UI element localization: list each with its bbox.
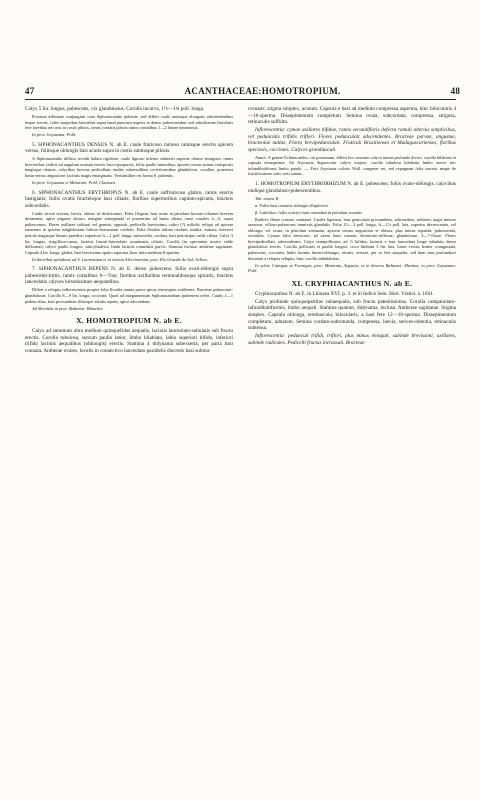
species-6-heading: 6. SIPHONACANTHUS ERYTHROPUS N. ab E. caule suffruticoso glabro, ramis erectis fastigiatis; foliis ovatis bracteisque basi ciliatis; floribus superioribus capitato-spicatis, bracteis subcordatis. xyxy=(25,189,233,209)
genus-xi-inflorescence: Inflorescentia: pedunculi trifidi, triflori, plus minus elongati, subinde brevissimi, axillares, subinde radicales. Pedicelli fructus incrassati. Bracteae xyxy=(248,333,456,346)
calyx-paragraph: Calyx 5 lin. longus, pubescens, vix glandulosus. Corolla incurva, 1½—1¾ poll. longa. xyxy=(25,106,205,112)
left-column xyxy=(25,106,233,356)
homotropium-1-heading: 1. HOMOTROPIUM ERYTHRORHIZUM N. ab E. pubescens; foliis ovato-oblongis, calycibus undique glanduloso-pubescentibus. xyxy=(248,181,456,194)
header-rule xyxy=(25,99,456,100)
locality-note: In prov. Goyazana: Pohl. xyxy=(32,132,77,138)
species-6-locality: In littoribus paludosis ad S. Laurentium et in vicinia Alecrimorum, prov. Rio Grande do Sul: Sellow. xyxy=(32,256,208,262)
genus-xi-heading: XI. CRYPHIACANTHUS N. ab E. xyxy=(291,278,413,288)
species-5-locality: In prov. Goyazana et Minarum: Pohl, Claussen. xyxy=(32,180,117,186)
species-6-description: Caulis stricte erectus, laevis, obtuse tri-dichotomus. Folia Origani, basi acute in petiolum hirsuto-ciliatum brevem desinentia, apice anguste obtuso, margine subrepanda et praesertim ad basin ciliata, rami costales 4—5, supra pubescentes. Flores axillares solitarii vel gemini, oppositi, pedicello brevissimo, rubro (?) suffulti; reliqui ad apicem ramorum in spicam subglobosam folioso-bracteatam conferti. Folia floralia infima caulinis similia, minora, breviori petiolo magisque hirsuto praedita; superiora ¾—1 poll. longa, subsessilia, cordata, basi petioloque valde ciliata. Calyx 3 lin. longus, strigilloso-canus, laciniis lineari-lanceolatis acuminatis ciliatis. Corolla (in specimine nostro valde defloratas) calyce paullo longior, subcylindrica, limbi laciniis rotundatis parvis. Stamina inclusa; antherae sagittatae. Capsula 4 lin. longa, glabra, basi brevissimo spatio asperma, hinc infra medium 6-sperma. xyxy=(25,210,233,255)
variety-beta: β. Latifolius: foliis ovatis e basi rotundata in petiolum acutatis. xyxy=(255,209,363,215)
right-running-title: HOMOTROPIUM. xyxy=(261,86,341,96)
species-7-locality: Ad Moritiba in prov. Bahiensi: Blanchet. xyxy=(32,305,104,311)
two-column-body xyxy=(25,106,456,356)
homotropium-1-description: Radices fibrae crassae, miniatae. Caules lignosus, basi geniculata procumbens, adscendens, subteres, angis minore ramosus, villoso-pubescens immixtis glandulis. Folia 1½—3 poll. longa, ¾—1½ poll. lata, superius decrescentia, vel oblonga, vel ovata, in petiolum attenuata, apicem versus angustiora et obtusa, plus minus repanda, pubescentia, viscidula. Cymae folio breviores, ad axem latus crassae, divaricato-reflexae, glandulosae, 3—7-florae. Flores brevipedicellati, adscendentes. Calyx semipollicaris, ad ⅓ bifidus, laciniis e basi lanceolata longe subulatis dense glandulosis erectis. Corolla pollicaris et paullo longior, circa limbum 3 lin. lata, basin versus leniter coangustata, pubescens, coccinea, limbi laciniis lineari-oblongis, retusis, erectae, per se fere aequales, sed dum sinu profundiori discretae a reliquis reliquis; hinc corolla subbilabiata. xyxy=(248,216,456,261)
homotropium-1-locality: In sylvis Catingas at Formigas, prov. Minarum, Augusto; et in deserto Bahiensi: Martius; in prov. Goyazana: Pohl. xyxy=(248,262,456,274)
species-5-description: A Siphonacantho diffuso recedit habitu rigidiore, caule lignoso inferne subtereti superne obtuse tetragono, ramis brevioribus crebris ad angulum acutum erectis fusco-purpureis, foliis paullo minoribus, apicem versus minus conspicuis magisque obtusis, calycibus brevius pedicellatis multis subsessilibus reviviformibus glandulosis, corollae, praeterea basin versus angustiore, laciniis magis emarginatis. Verisimiliter est forma S. pubentis. xyxy=(25,156,233,179)
plate-reference: Tab. nostra II. xyxy=(255,195,280,201)
annotation-paragraph: Annot. A genere Echinacantho, cui proximum, differt hoc nostrum calyce minus profunde diviso, corolla bilabiata et capsula tetrasperma. Ab Asystasia dignoscitur calyce majore, corolla tubulosa bilabiata limbo erecto nec infundibuliformi limbo patulo. — Fors Asystasia coloris Wall. congener est, sed repugnant folia serrata, neque de fructificatione satis certi sumus. xyxy=(248,154,456,177)
left-page-number: 47 xyxy=(25,86,35,96)
genus-x-heading: X. HOMOTROPIUM N. ab E. xyxy=(76,316,182,326)
left-running-title: ACANTHACEAE: xyxy=(184,86,262,96)
running-header xyxy=(25,86,461,96)
genus-xi-description: Calyx profunde quinquepartitus subaequalis, sub fructu patentissimus. Corolla campanulato-infundibuliformis, limbo aequali. Stamina quatuor, didynama, inclusa. Antherae sagittatae. Stigma simplex. Capsula oblonga, teretiuscula, bilocularis, a basi fere 12—16-sperma. Dissepimentum completum, adnatum. Semina cordato-subrotunda, compressa, laevia, sericeo-nitentia, retinaculis subtensa. xyxy=(248,298,456,332)
variety-alpha: α. Foliis basi cuneatis oblongis ellipticisve. xyxy=(255,202,330,208)
species-7-description: Differt a reliquis inflorescentia propter folia floralia omnia parva spicas interruptas exhibente. Bracteae pubescenti-glandulosae. Corolla 8—9 lin. longa, coccinea. Quod ad integumentum Siphonacanthum pubentem refert. Caulis 1—1 pedem altus, basi procumbens fibrisque validis repens, apice adscendens. xyxy=(25,287,233,304)
genus-x-description-cont: cronatis; stigma simplex, acutum. Capsula e basi ad medium compressa asperma, hinc bilocularis 4—16-sperma. Dissepimentum completum. Semina ovata, subcordata, compressa, strigosa, retinaculis suffulta. xyxy=(248,106,456,126)
genus-x-description: Calyx ad summum ultra medium quinquefidus aequalis, laciniis lanceolato-subulatis sub fructu erectis. Corolla tubulosa, sursum paullo latior, limbo bilabiato, labio superiori bifido, inferiori trifido laciniis aequalibus (obliongis) erectis. Stamina 4 didynama subexserta, per paria basi connata. Antherae ovales, loculis in connectivo lanceolato parallelis discretis basi submu- xyxy=(25,328,233,354)
genus-xi-synonymy: Cryphiacanthus N. ab E. in Linnaea XVI. p. 3. et in Indice Sem. Hort. Vratisl. a. 1841. xyxy=(255,290,435,297)
affinity-note: Proxima affinitate conjungitur cum Siphonacantho pubente, sed differt caule ramisque elongatis adscendentibus neque erectis, foliis majoribus latioribus supra haud punctato-asperis et denso pubescentibus sed subtilissime lineolatis fere laevibus nec nisi in costis pilosis, ramis cordatis pilosis ramis contatibus 1—2 lineae tomentosis. xyxy=(25,114,233,131)
inflorescence-paragraph: Inflorescentia: cymae axillares bifidae, ramis secundifloris defectu ramuli alterius simplicibus, vel pedunculis trifidis triflori. Flores pedunculati adscendentes. Bracteae parvae, angustae, bracteolae nullae. Flores brevipedunculati. Fruticuli Brasilienses et Madagascarienses, floribus speciosis, coccineis. Calyces grandiusculi. xyxy=(248,127,456,153)
species-7-heading: 7. SIPHONACANTHUS REPENS N. ab E. denso pubescens; foliis ovali-oblongis supra pubescenti-hirtis, ramis costalibus 6—7nis; floribus axillaribus terminalibusque spicatis, bracteis lanceolatis calyces hirsutissimos aequantibus. xyxy=(25,266,233,286)
species-5-heading: 5. SIPHONACANTHUS DENSUS N. ab E. caule fruticoso ramoso ramisque erectis apicem versus, foliisque oblongis basi acutis supra in costis subtusque pilosis. xyxy=(25,141,233,155)
right-page-number: 48 xyxy=(450,86,461,96)
right-column xyxy=(248,106,456,356)
